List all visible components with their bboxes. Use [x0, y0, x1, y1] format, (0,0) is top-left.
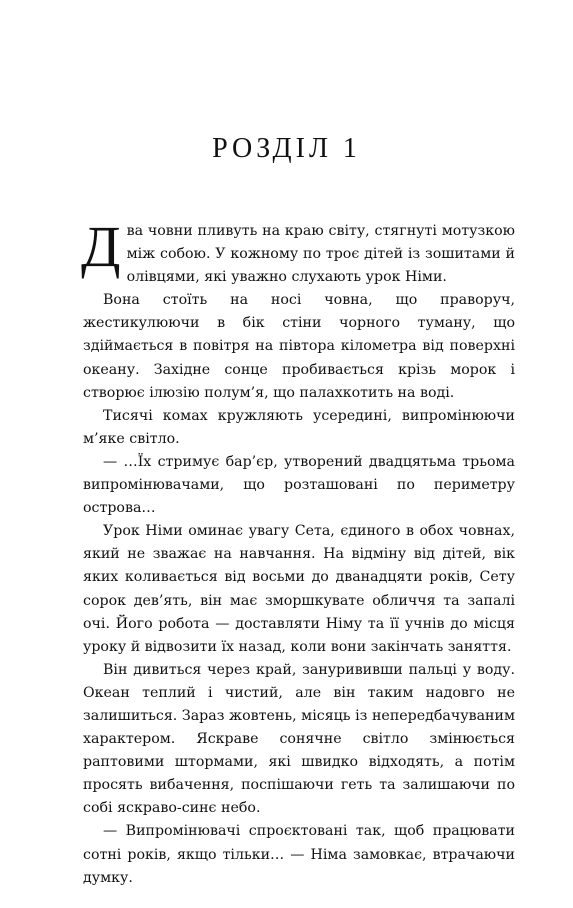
drop-cap: Д — [81, 214, 121, 279]
paragraph-1-text: ва човни пливуть на краю світу, стягнуті мотузкою між собою. У кожному по троє дітей із зошитами й олівцями, які уважно слухають урок Німи. — [126, 223, 515, 286]
paragraph-2: Вона стоїть на носі човна, що праворуч, жестикулюючи в бік стіни чорного туману, що здіймається в повітря на півтора кілометра від поверхні океану. Західне сонце пробивається крізь морок і створює ілюзію полум’я, що палахкотить на воді. — [83, 292, 515, 401]
paragraph-4: — …Їх стримує бар’єр, утворений двадцятьма трьома випромінювачами, що розташовані по периметру острова… — [83, 453, 515, 517]
chapter-title: РОЗДІЛ 1 — [212, 132, 361, 164]
chapter-body — [81, 214, 515, 890]
paragraph-7: — Випромінювачі спроєктовані так, щоб працювати сотні років, якщо тільки… — Німа замовкає, втрачаючи думку. — [83, 823, 515, 886]
paragraph-3: Тисячі комах кружляють усередині, випромінюючи м’яке світло. — [83, 407, 515, 447]
paragraph-6: Він дивиться через край, занурививши пальці у воду. Океан теплий і чистий, але він таким надовго не залишиться. Зараз жовтень, місяць із непередбачуваним характером. Яскраве сонячне світло змінюється раптовими штормами, які швидко відходять, а потім просять вибачення, поспішаючи геть та залишаючи по собі яскраво-синє небо. — [83, 661, 515, 817]
paragraph-5: Урок Німи оминає увагу Сета, єдиного в обох човнах, який не зважає на навчання. На відміну від дітей, вік яких коливається від восьми до дванадцяти років, Сету сорок дев’ять, він має зморшкувате обличчя та запалі очі. Його робота — доставляти Німу та її учнів до місця уроку й відвозити їх назад, коли вони закінчать заняття. — [83, 523, 515, 655]
paragraph-1 — [81, 214, 515, 289]
